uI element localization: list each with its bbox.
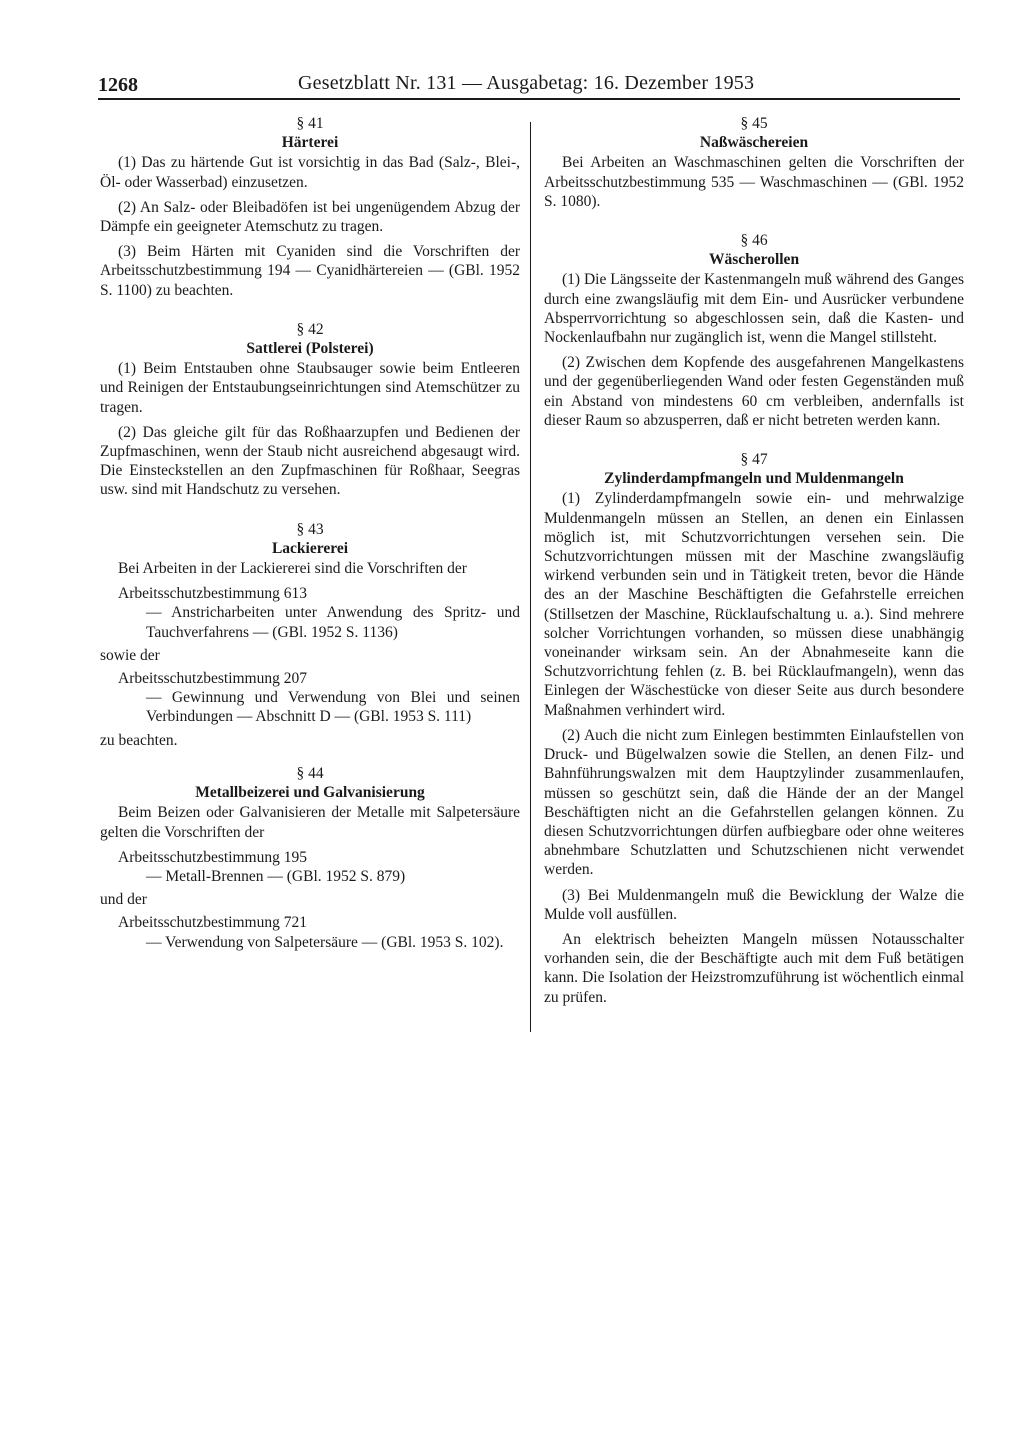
paragraph: Bei Arbeiten in der Lackiererei sind die Vorschriften der	[118, 560, 467, 578]
header-title: Gesetzblatt Nr. 131 — Ausgabetag: 16. Dezember 1953	[298, 72, 755, 94]
page-number: 1268	[98, 74, 138, 96]
paragraph: (2) An Salz- oder Bleibadöfen ist bei ungenügendem Abzug der Dämpfe ein geeigneter Atemschutz zu tragen.	[100, 198, 520, 236]
paragraph: (2) Auch die nicht zum Einlegen bestimmten Einlaufstellen von Druck- und Bügelwalzen sowie die Stellen, an denen Filz- und Bahnführungswalzen mit dem Hauptzylinder zusammenlaufen, müssen so geschützt sein, daß die Hände der an der Mangel Beschäftigten nicht an die Gefahrstellen gelangen können. Zu diesen Schutzvorrichtungen dürfen aufbiegbare oder ohne weiteres abnehmbare Schutzlatten und Schutzschienen nicht verwendet werden.	[544, 726, 964, 879]
section-44	[100, 764, 520, 952]
regulation-reference: Arbeitsschutzbestimmung 195	[118, 848, 307, 866]
section-number: § 45	[740, 115, 768, 132]
paragraph: (1) Beim Entstauben ohne Staubsauger sowie beim Entleeren und Reinigen der Entstaubungseinrichtungen sind Atemschützer zu tragen.	[100, 360, 520, 416]
paragraph: (1) Das zu härtende Gut ist vorsichtig in das Bad (Salz-, Blei-, Öl- oder Wasserbad) einzusetzen.	[100, 154, 520, 191]
section-41	[100, 114, 520, 300]
section-number: § 47	[740, 451, 768, 469]
section-title: Wäscherollen	[708, 251, 800, 269]
connector-text: und der	[100, 891, 147, 909]
regulation-reference: Arbeitsschutzbestimmung 613	[118, 585, 307, 603]
section-43	[100, 520, 520, 750]
section-number: § 44	[296, 764, 324, 782]
regulation-description: — Verwendung von Salpetersäure — (GBl. 1953 S. 102).	[146, 933, 504, 951]
left-column	[100, 114, 520, 956]
section-title: Naßwäschereien	[699, 134, 809, 152]
section-number: § 46	[740, 232, 768, 250]
connector-text: sowie der	[100, 646, 160, 664]
regulation-reference: Arbeitsschutzbestimmung 207	[118, 670, 307, 688]
section-title: Zylinderdampfmangeln und Muldenmangeln	[604, 470, 904, 488]
page-header	[98, 72, 960, 100]
section-number: § 41	[296, 115, 324, 132]
paragraph: Bei Arbeiten an Waschmaschinen gelten die Vorschriften der Arbeitsschutzbestimmung 535 — Waschmaschinen — (GBl. 1952 S. 1080).	[544, 154, 964, 210]
section-42	[100, 320, 520, 500]
paragraph: An elektrisch beheizten Mangeln müssen Notausschalter vorhanden sein, die der Beschäftigte auch mit dem Fuß betätigen kann. Die Isolation der Heizstromzuführung ist wöchentlich einmal zu prüfen.	[544, 930, 964, 1006]
section-title: Sattlerei (Polsterei)	[246, 340, 374, 358]
paragraph: (3) Bei Muldenmangeln muß die Bewicklung der Walze die Mulde voll ausfüllen.	[544, 886, 964, 923]
regulation-reference: Arbeitsschutzbestimmung 721	[118, 914, 307, 932]
section-number: § 42	[296, 320, 324, 338]
section-title: Lackiererei	[271, 539, 349, 557]
paragraph: (3) Beim Härten mit Cyaniden sind die Vorschriften der Arbeitsschutzbestimmung 194 — Cyanidhärtereien — (GBl. 1952 S. 1100) zu beachten.	[100, 243, 520, 299]
section-number: § 43	[296, 520, 324, 538]
paragraph: (2) Zwischen dem Kopfende des ausgefahrenen Mangelkastens und der gegenüberliegenden Wand oder festen Gegenständen muß ein Abstand von mindestens 60 cm verbleiben, andernfalls ist dieser Raum so abzusperren, daß er nicht betreten werden kann.	[544, 354, 964, 429]
section-title: Metallbeizerei und Galvanisierung	[195, 784, 425, 802]
paragraph: Beim Beizen oder Galvanisieren der Metalle mit Salpetersäure gelten die Vorschriften der	[100, 804, 520, 841]
regulation-description: — Anstricharbeiten unter Anwendung des Spritz- und Tauchverfahrens — (GBl. 1952 S. 1136)	[146, 604, 520, 641]
paragraph: (2) Das gleiche gilt für das Roßhaarzupfen und Bedienen der Zupfmaschinen, wenn der Staub nicht ausreichend abgesaugt wird. Die Einsteckstellen an den Zupfmaschinen für Roßhaar, Seegras usw. sind mit Handschutz zu versehen.	[100, 423, 520, 499]
regulation-description: — Gewinnung und Verwendung von Blei und seinen Verbindungen — Abschnitt D — (GBl. 1953 S. 111)	[146, 689, 520, 726]
regulation-description: — Metall-Brennen — (GBl. 1952 S. 879)	[146, 867, 406, 885]
connector-text: zu beachten.	[100, 731, 178, 749]
column-divider	[530, 122, 531, 1032]
section-title: Härterei	[281, 134, 339, 152]
section-47	[544, 450, 964, 1007]
paragraph: (1) Die Längsseite der Kastenmangeln muß während des Ganges durch eine zwangsläufig mit dem Ein- und Ausrücker verbundene Absperrvorrichtung so abgeschlossen sein, daß die Kasten- und Nockenlaufbahn nur zugänglich ist, wenn die Mangel stillsteht.	[544, 271, 965, 347]
right-column	[544, 114, 964, 1013]
section-46	[544, 231, 964, 430]
section-45	[544, 114, 964, 211]
paragraph: (1) Zylinderdampfmangeln sowie ein- und mehrwalzige Muldenmangeln müssen an Stellen, an denen ein Einlassen möglich ist, mit Schutzvorrichtungen versehen sein. Die Schutzvorrichtungen müssen mit der Maschine zwangsläufig wirkend verbunden sein und in Tätigkeit treten, bevor die Hände des an der Maschine Beschäftigten die Gefahrstelle erreichen (Stillsetzen der Maschine, Rücklaufschaltung u. a.). Sind mehrere solcher Vorrichtungen vorhanden, so müssen diese unabhängig voneinander wirksam sein. An der Abnahmeseite kann die Schutzvorrichtung fehlen (z. B. bei Rücklaufmangeln), wenn das Einlegen der Wäschestücke von dieser Seite aus durch besondere Maßnahmen verhindert wird.	[544, 490, 964, 719]
